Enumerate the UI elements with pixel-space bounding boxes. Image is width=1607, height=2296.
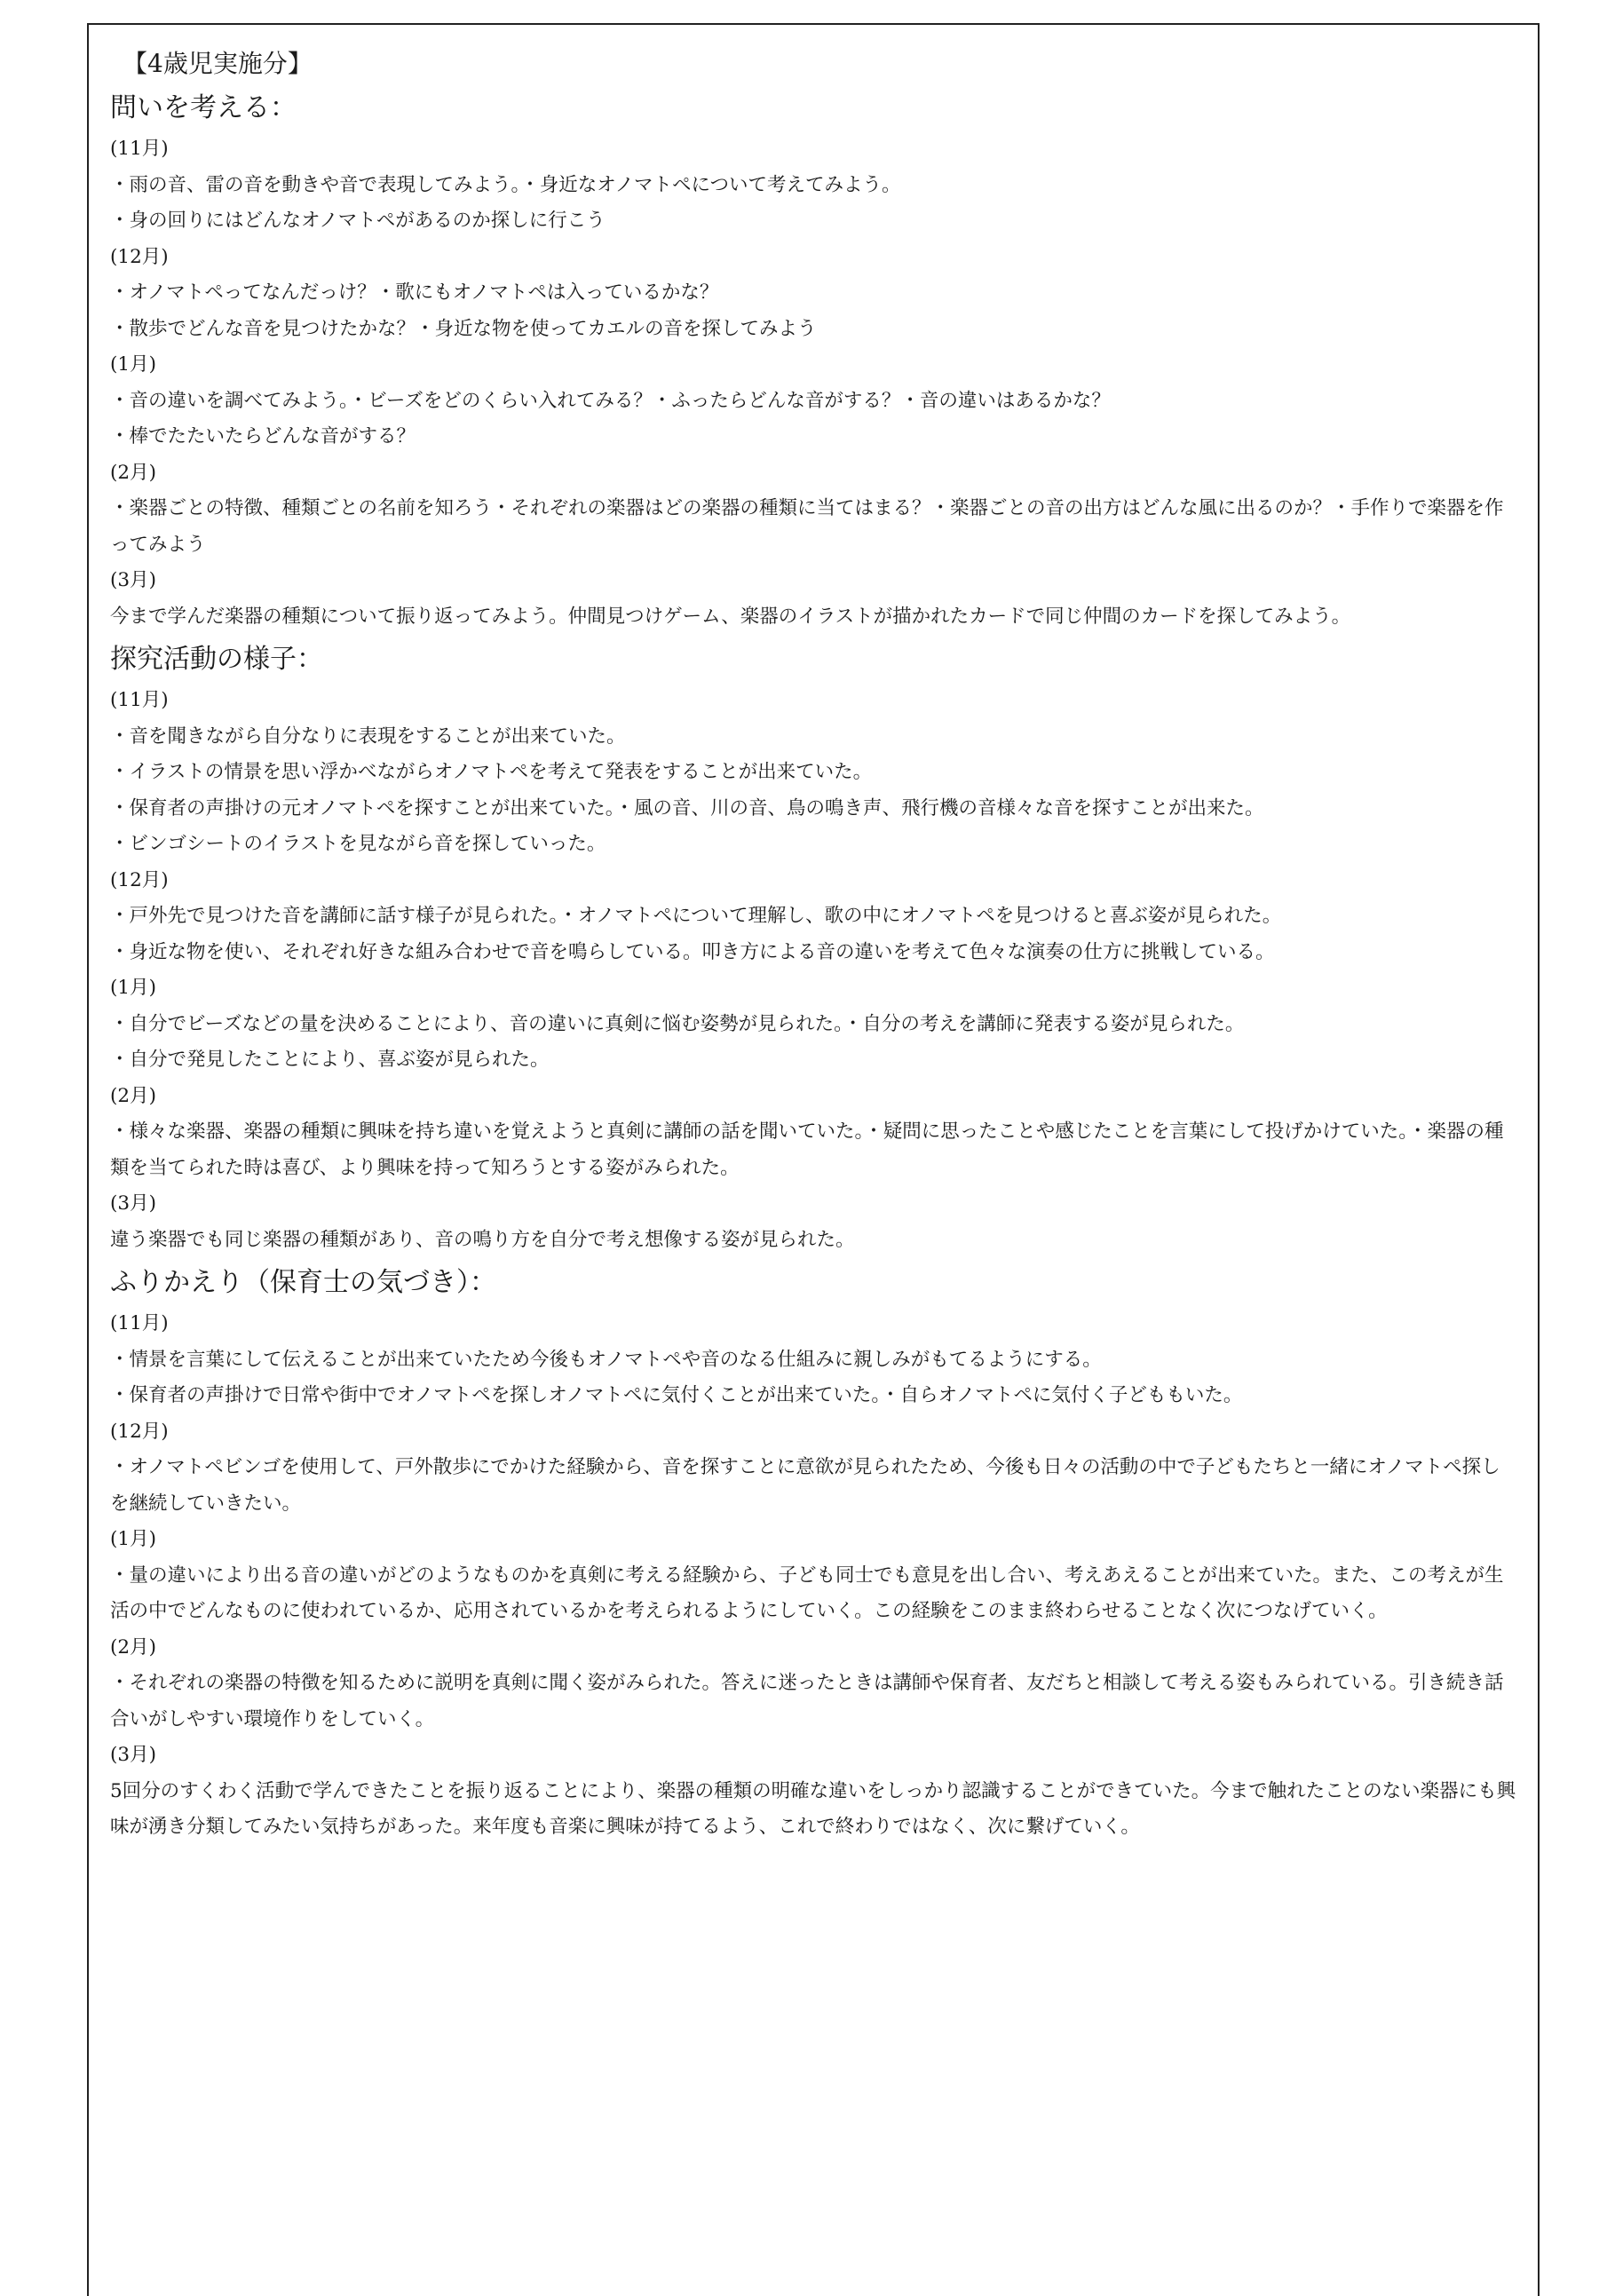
entry-line: ・それぞれの楽器の特徴を知るために説明を真剣に聞く姿がみられた。答えに迷ったときは講師や保育者、友だちと相談して考える姿もみられている。引き続き話合いがしやすい環境作りをしていく。	[110, 1672, 1504, 1730]
entry-line: ・ビンゴシートのイラストを見ながら音を探していった。	[110, 833, 606, 855]
entry-line: ・自分でビーズなどの量を決めることにより、音の違いに真剣に悩む姿勢が見られた。・自分の考えを講師に発表する姿が見られた。	[110, 1012, 1245, 1035]
entry-line: ・自分で発見したことにより、喜ぶ姿が見られた。	[110, 1049, 550, 1071]
month-label: (2月)	[110, 1084, 156, 1107]
section-heading: ふりかえり（保育士の気づき）：	[110, 1267, 496, 1298]
month-label: (11月)	[110, 1312, 169, 1334]
month-label: (11月)	[110, 689, 169, 711]
month-label: (1月)	[110, 353, 156, 376]
entry-line: 今まで学んだ楽器の種類について振り返ってみよう。仲間見つけゲーム、楽器のイラストが描かれたカードで同じ仲間のカードを探してみよう。	[110, 605, 1351, 628]
entry-line: ・保育者の声掛けの元オノマトペを探すことが出来ていた。・風の音、川の音、鳥の鳴き声、飛行機の音様々な音を探すことが出来た。	[110, 796, 1264, 819]
month-label: (3月)	[110, 1192, 156, 1215]
entry-line: 違う楽器でも同じ楽器の種類があり、音の鳴り方を自分で考え想像する姿が見られた。	[110, 1228, 855, 1251]
entry-line: ・身の回りにはどんなオノマトペがあるのか探しに行こう	[110, 210, 606, 232]
entry-line: ・棒でたたいたらどんな音がする？	[110, 425, 416, 447]
month-label: (2月)	[110, 461, 156, 484]
entry-line: ・音を聞きながら自分なりに表現をすることが出来ていた。	[110, 724, 626, 748]
entry-line: ・散歩でどんな音を見つけたかな？・身近な物を使ってカエルの音を探してみよう	[110, 317, 817, 340]
entry-line: ・オノマトペってなんだっけ？・歌にもオノマトペは入っているかな？	[110, 281, 719, 304]
entry-line: ・身近な物を使い、それぞれ好きな組み合わせで音を鳴らしている。叩き方による音の違いを考えて色々な演奏の仕方に挑戦している。	[110, 940, 1275, 963]
document-page	[87, 23, 1540, 2296]
section-activity	[110, 637, 1516, 1258]
entry-line: ・戸外先で見つけた音を講師に話す様子が見られた。・オノマトペについて理解し、歌の中にオノマトペを見つけると喜ぶ姿が見られた。	[110, 905, 1282, 927]
entry-line: ・様々な楽器、楽器の種類に興味を持ち違いを覚えようと真剣に講師の話を聞いていた。・疑問に思ったことや感じたことを言葉にして投げかけていた。・楽器の種類を当てられた時は喜び、より興味を持って知ろうとする姿がみられた。	[110, 1120, 1504, 1179]
entry-line: ・保育者の声掛けで日常や街中でオノマトペを探しオノマトペに気付くことが出来ていた。・自らオノマトペに気付く子どももいた。	[110, 1384, 1243, 1406]
entry-line: ・情景を言葉にして伝えることが出来ていたため今後もオノマトペや音のなる仕組みに親しみがもてるようにする。	[110, 1348, 1102, 1371]
entry-line: ・オノマトペビンゴを使用して、戸外散歩にでかけた経験から、音を探すことに意欲が見られたため、今後も日々の活動の中で子どもたちと一緒にオノマトペ探しを継続していきたい。	[110, 1456, 1500, 1515]
section-heading: 探究活動の様子：	[110, 644, 323, 675]
month-label: (1月)	[110, 977, 156, 999]
entry-line: ・イラストの情景を思い浮かべながらオノマトペを考えて発表をすることが出来ていた。	[110, 761, 873, 783]
month-label: (1月)	[110, 1528, 156, 1550]
month-label: (12月)	[110, 868, 169, 891]
section-questions	[110, 85, 1516, 635]
month-label: (12月)	[110, 1420, 169, 1443]
document-title: 【4歳児実施分】	[123, 49, 313, 78]
month-label: (3月)	[110, 569, 156, 591]
month-label: (12月)	[110, 245, 169, 268]
section-heading: 問いを考える：	[110, 92, 297, 123]
entry-line: ・楽器ごとの特徴、種類ごとの名前を知ろう・それぞれの楽器はどの楽器の種類に当てはまる？・楽器ごとの音の出方はどんな風に出るのか？・手作りで楽器を作ってみよう	[110, 497, 1504, 556]
entry-line: ・音の違いを調べてみよう。・ビーズをどのくらい入れてみる？・ふったらどんな音がする？・音の違いはあるかな？	[110, 389, 1111, 412]
entry-line: ・量の違いにより出る音の違いがどのようなものかを真剣に考える経験から、子ども同士でも意見を出し合い、考えあえることが出来ていた。また、この考えが生活の中でどんなものに使われているか、応用されているかを考えられるようにしていく。この経験をこのまま終わらせることなく次につなげていく。	[110, 1564, 1504, 1622]
entry-line: 5回分のすくわく活動で学んできたことを振り返ることにより、楽器の種類の明確な違いをしっかり認識することができていた。今まで触れたことのない楽器にも興味が湧き分類してみたい気持ちがあった。来年度も音楽に興味が持てるよう、これで終わりではなく、次に繋げていく。	[110, 1779, 1516, 1838]
entry-line: ・雨の音、雷の音を動きや音で表現してみよう。・身近なオノマトペについて考えてみよう。	[110, 173, 901, 196]
month-label: (3月)	[110, 1744, 156, 1766]
month-label: (2月)	[110, 1635, 156, 1659]
section-reflection	[110, 1260, 1516, 1846]
month-label: (11月)	[110, 138, 169, 160]
